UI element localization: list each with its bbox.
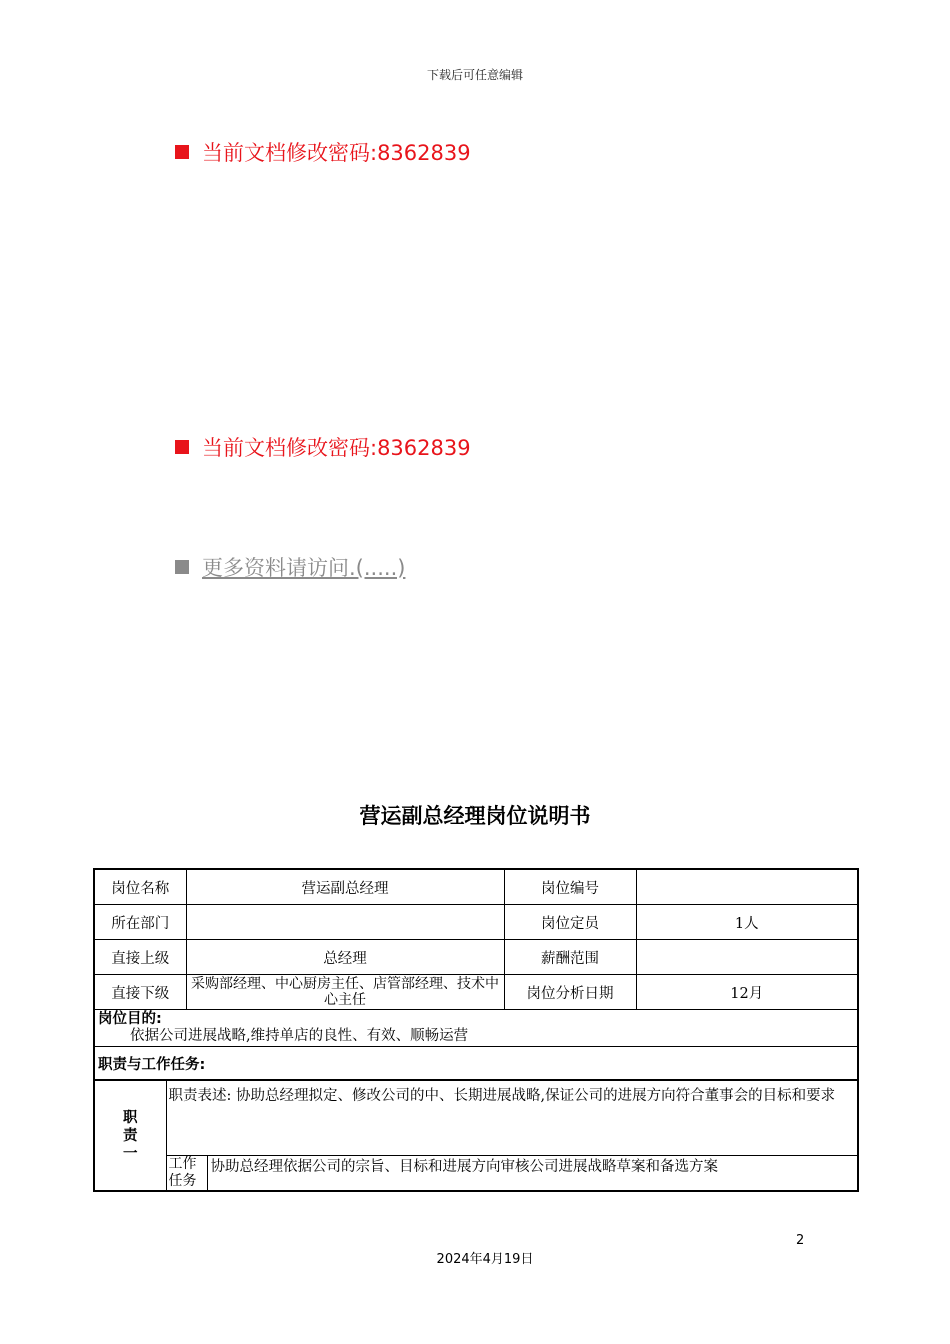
square-bullet-icon xyxy=(175,440,189,454)
analysis-date-label: 岗位分析日期 xyxy=(504,975,636,1010)
square-bullet-icon xyxy=(175,145,189,159)
duty-heading: 职责一 xyxy=(123,1109,138,1162)
task-text: 协助总经理依据公司的宗旨、目标和进展方向审核公司进展战略草案和备选方案 xyxy=(207,1156,858,1192)
task-row xyxy=(94,1156,858,1192)
password-notice-text: 当前文档修改密码:8362839 xyxy=(202,141,471,165)
duties-header-row xyxy=(94,1047,858,1081)
purpose-cell xyxy=(94,1010,858,1047)
more-info-link-text[interactable]: 更多资料请访问.(.....) xyxy=(202,556,406,580)
superior-label: 直接上级 xyxy=(94,940,186,975)
superior-value: 总经理 xyxy=(186,940,504,975)
password-notice-2 xyxy=(175,432,471,462)
subordinate-label: 直接下级 xyxy=(94,975,186,1010)
password-notice-1 xyxy=(175,137,471,167)
task-label-cell xyxy=(166,1156,207,1192)
table-row xyxy=(94,869,858,905)
square-bullet-icon xyxy=(175,560,189,574)
duties-label: 职责与工作任务: xyxy=(98,1056,206,1073)
headcount-value: 1人 xyxy=(636,905,858,940)
duty-row xyxy=(94,1080,858,1156)
table-row xyxy=(94,975,858,1010)
duties-header-cell xyxy=(94,1047,858,1081)
purpose-row xyxy=(94,1010,858,1047)
position-code-value xyxy=(636,869,858,905)
position-name-label: 岗位名称 xyxy=(94,869,186,905)
job-description-table xyxy=(93,868,859,1192)
subordinate-value: 采购部经理、中心厨房主任、店管部经理、技术中心主任 xyxy=(186,975,504,1010)
table-row xyxy=(94,940,858,975)
purpose-text: 依据公司进展战略,维持单店的良性、有效、顺畅运营 xyxy=(130,1028,469,1044)
header-note: 下载后可任意编辑 xyxy=(426,68,523,82)
analysis-date-value: 12月 xyxy=(636,975,858,1010)
more-info-link[interactable] xyxy=(175,552,405,582)
page-number: 2 xyxy=(796,1233,805,1248)
position-code-label: 岗位编号 xyxy=(504,869,636,905)
task-label: 工作任务 xyxy=(168,1156,197,1189)
salary-value xyxy=(636,940,858,975)
headcount-label: 岗位定员 xyxy=(504,905,636,940)
document-title: 营运副总经理岗位说明书 xyxy=(359,804,591,828)
password-notice-text: 当前文档修改密码:8362839 xyxy=(202,436,471,460)
department-value xyxy=(186,905,504,940)
duty-description: 职责表述: 协助总经理拟定、修改公司的中、长期进展战略,保证公司的进展方向符合董事会的目标和要求 xyxy=(166,1080,858,1156)
purpose-label: 岗位目的: xyxy=(98,1011,162,1027)
department-label: 所在部门 xyxy=(94,905,186,940)
table-row xyxy=(94,905,858,940)
footer-date: 2024年4月19日 xyxy=(436,1252,534,1267)
position-name-value: 营运副总经理 xyxy=(186,869,504,905)
salary-label: 薪酬范围 xyxy=(504,940,636,975)
duty-heading-cell xyxy=(94,1080,166,1191)
